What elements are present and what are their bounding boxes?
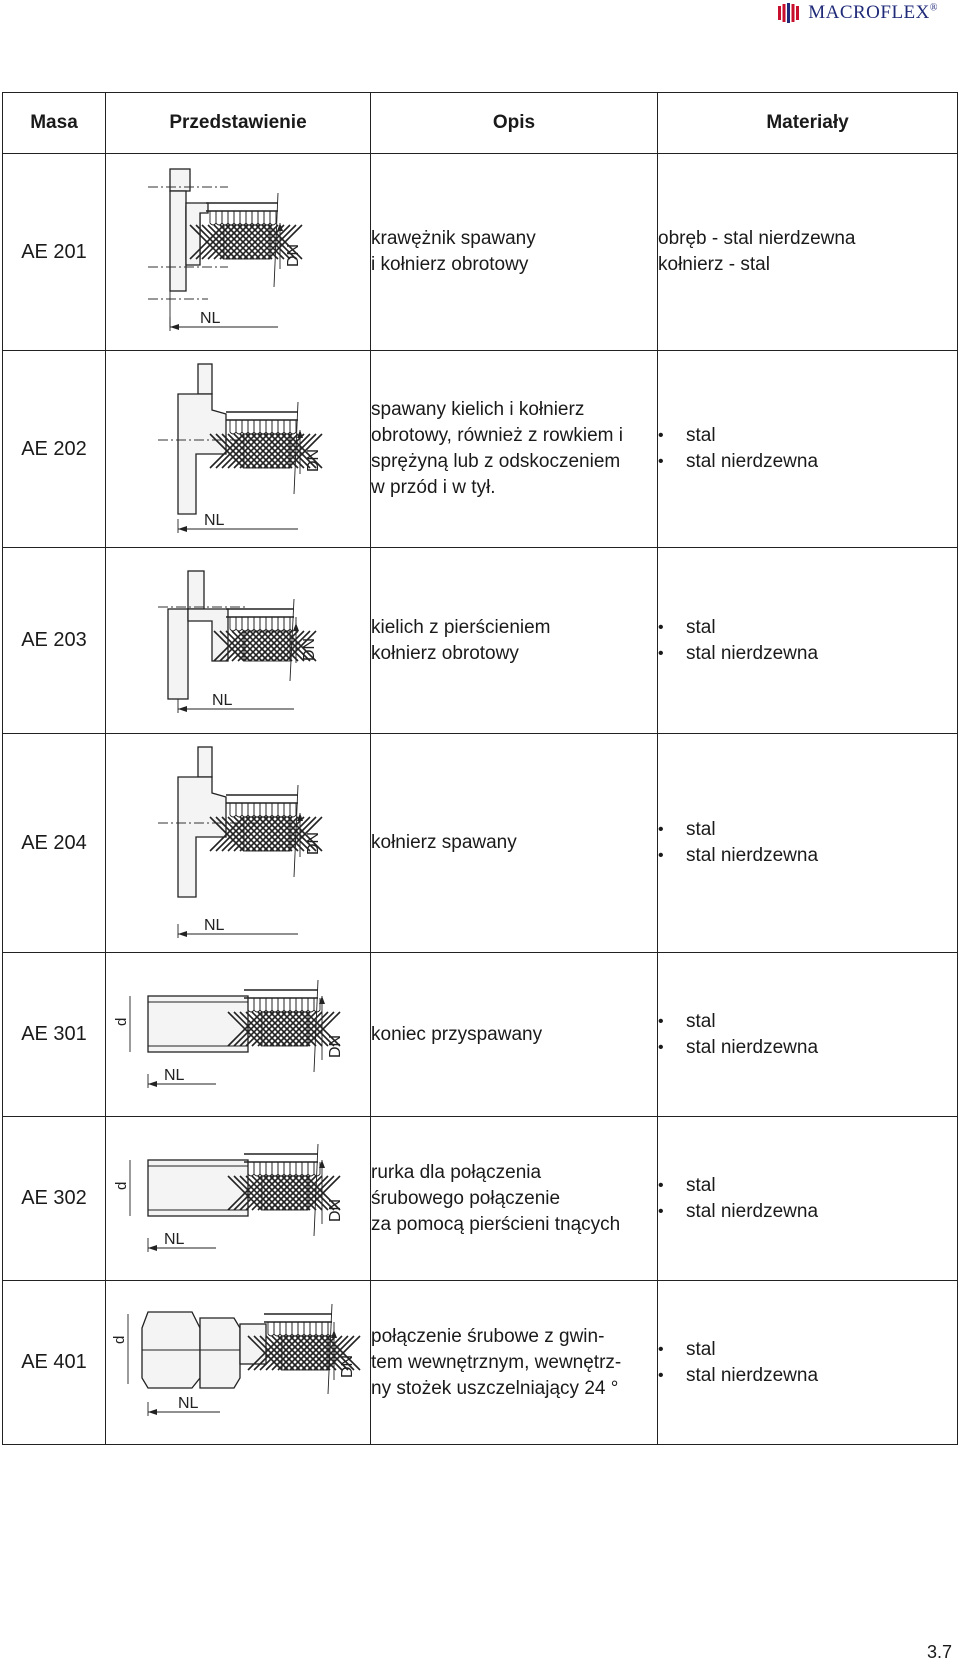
description-line: rurka dla połączenia (371, 1161, 542, 1183)
fitting-drawing-svg (108, 956, 368, 1114)
page-number: 3.7 (926, 1642, 952, 1662)
description-cell (371, 154, 658, 351)
material-line: kołnierz - stal (658, 254, 770, 275)
description-line: sprężyną lub z odskoczeniem (371, 451, 621, 472)
description-line: za pomocą pierścieni tnących (371, 1213, 621, 1235)
header-materials: Materiały (658, 93, 958, 154)
materials-cell (658, 953, 958, 1117)
description-cell (371, 734, 658, 953)
description-line: w przód i w tył. (371, 477, 496, 498)
fitting-drawing (106, 1281, 371, 1445)
model-code: AE 401 (3, 1281, 106, 1445)
materials-list (658, 615, 957, 667)
svg-text:DN: DN (339, 1354, 356, 1378)
material-item: • stal (658, 817, 957, 843)
description-cell (371, 1117, 658, 1281)
material-item: • stal nierdzewna (658, 843, 957, 869)
svg-text:d: d (113, 1181, 130, 1190)
svg-text:DN: DN (327, 1198, 344, 1222)
description-line: kołnierz spawany (371, 832, 517, 853)
table-header-row (3, 93, 958, 154)
svg-text:DN: DN (305, 831, 322, 855)
fitting-drawing-svg (108, 1284, 368, 1442)
table-row (3, 548, 958, 734)
fitting-drawing (106, 1117, 371, 1281)
description-cell (371, 953, 658, 1117)
materials-cell (658, 734, 958, 953)
fitting-drawing (106, 154, 371, 351)
description-line: i kołnierz obrotowy (371, 254, 529, 275)
fitting-drawing-svg (108, 157, 368, 348)
fitting-drawing (106, 953, 371, 1117)
svg-text:DN: DN (327, 1034, 344, 1058)
header-model: Masa (3, 93, 106, 154)
material-item: • stal (658, 423, 957, 449)
description-line: tem wewnętrznym, wewnętrz- (371, 1351, 622, 1373)
svg-text:NL: NL (164, 1066, 185, 1084)
table-row (3, 734, 958, 953)
svg-text:DN: DN (301, 637, 318, 661)
header-drawing: Przedstawienie (106, 93, 371, 154)
fitting-drawing (106, 734, 371, 953)
fitting-drawing-svg (108, 1120, 368, 1278)
material-item: • stal nierdzewna (658, 641, 957, 667)
material-item: • stal nierdzewna (658, 1363, 957, 1389)
materials-list (658, 1337, 957, 1389)
svg-text:d: d (113, 1017, 130, 1026)
fitting-drawing-svg (108, 551, 368, 731)
materials-cell (658, 351, 958, 548)
description-cell (371, 351, 658, 548)
fitting-drawing (106, 548, 371, 734)
description-line: połączenie śrubowe z gwin- (371, 1325, 605, 1347)
materials-cell (658, 154, 958, 351)
description-line: koniec przyspawany (371, 1023, 543, 1045)
table-row (3, 351, 958, 548)
svg-text:NL: NL (200, 309, 221, 327)
svg-text:NL: NL (212, 691, 233, 709)
brand-name: MACROFLEX® (808, 2, 938, 23)
description-cell (371, 1281, 658, 1445)
material-item: • stal (658, 1009, 957, 1035)
description-line: śrubowego połączenie (371, 1187, 561, 1209)
fitting-drawing-svg (108, 354, 368, 545)
svg-text:NL: NL (204, 916, 225, 934)
svg-text:DN: DN (305, 448, 322, 472)
materials-list (658, 1173, 957, 1225)
fitting-drawing (106, 351, 371, 548)
svg-text:DN: DN (285, 243, 302, 267)
material-item: • stal (658, 615, 957, 641)
materials-cell (658, 548, 958, 734)
svg-text:NL: NL (204, 511, 225, 529)
materials-list (658, 1009, 957, 1061)
brand-logo (778, 2, 938, 24)
table-row (3, 1117, 958, 1281)
macroflex-logo-icon (778, 3, 802, 23)
material-item: • stal (658, 1173, 957, 1199)
description-line: spawany kielich i kołnierz (371, 399, 585, 420)
description-line: krawężnik spawany (371, 228, 536, 249)
model-code: AE 202 (3, 351, 106, 548)
svg-text:NL: NL (178, 1394, 199, 1412)
header-description: Opis (371, 93, 658, 154)
description-line: kielich z pierścieniem (371, 616, 551, 638)
svg-text:NL: NL (164, 1230, 185, 1248)
material-line: obręb - stal nierdzewna (658, 228, 856, 249)
svg-text:d: d (111, 1335, 128, 1344)
materials-list (658, 817, 957, 869)
materials-cell (658, 1117, 958, 1281)
table-row (3, 953, 958, 1117)
materials-list (658, 423, 957, 475)
description-line: ny stożek uszczelniający 24 ° (371, 1377, 619, 1399)
fittings-table (2, 92, 958, 1445)
description-line: obrotowy, również z rowkiem i (371, 425, 624, 446)
model-code: AE 203 (3, 548, 106, 734)
table-row (3, 154, 958, 351)
material-item: • stal nierdzewna (658, 449, 957, 475)
model-code: AE 301 (3, 953, 106, 1117)
material-item: • stal nierdzewna (658, 1035, 957, 1061)
description-cell (371, 548, 658, 734)
material-item: • stal nierdzewna (658, 1199, 957, 1225)
table-row (3, 1281, 958, 1445)
model-code: AE 201 (3, 154, 106, 351)
description-line: kołnierz obrotowy (371, 642, 519, 664)
fitting-drawing-svg (108, 737, 368, 950)
materials-cell (658, 1281, 958, 1445)
material-item: • stal (658, 1337, 957, 1363)
model-code: AE 302 (3, 1117, 106, 1281)
model-code: AE 204 (3, 734, 106, 953)
